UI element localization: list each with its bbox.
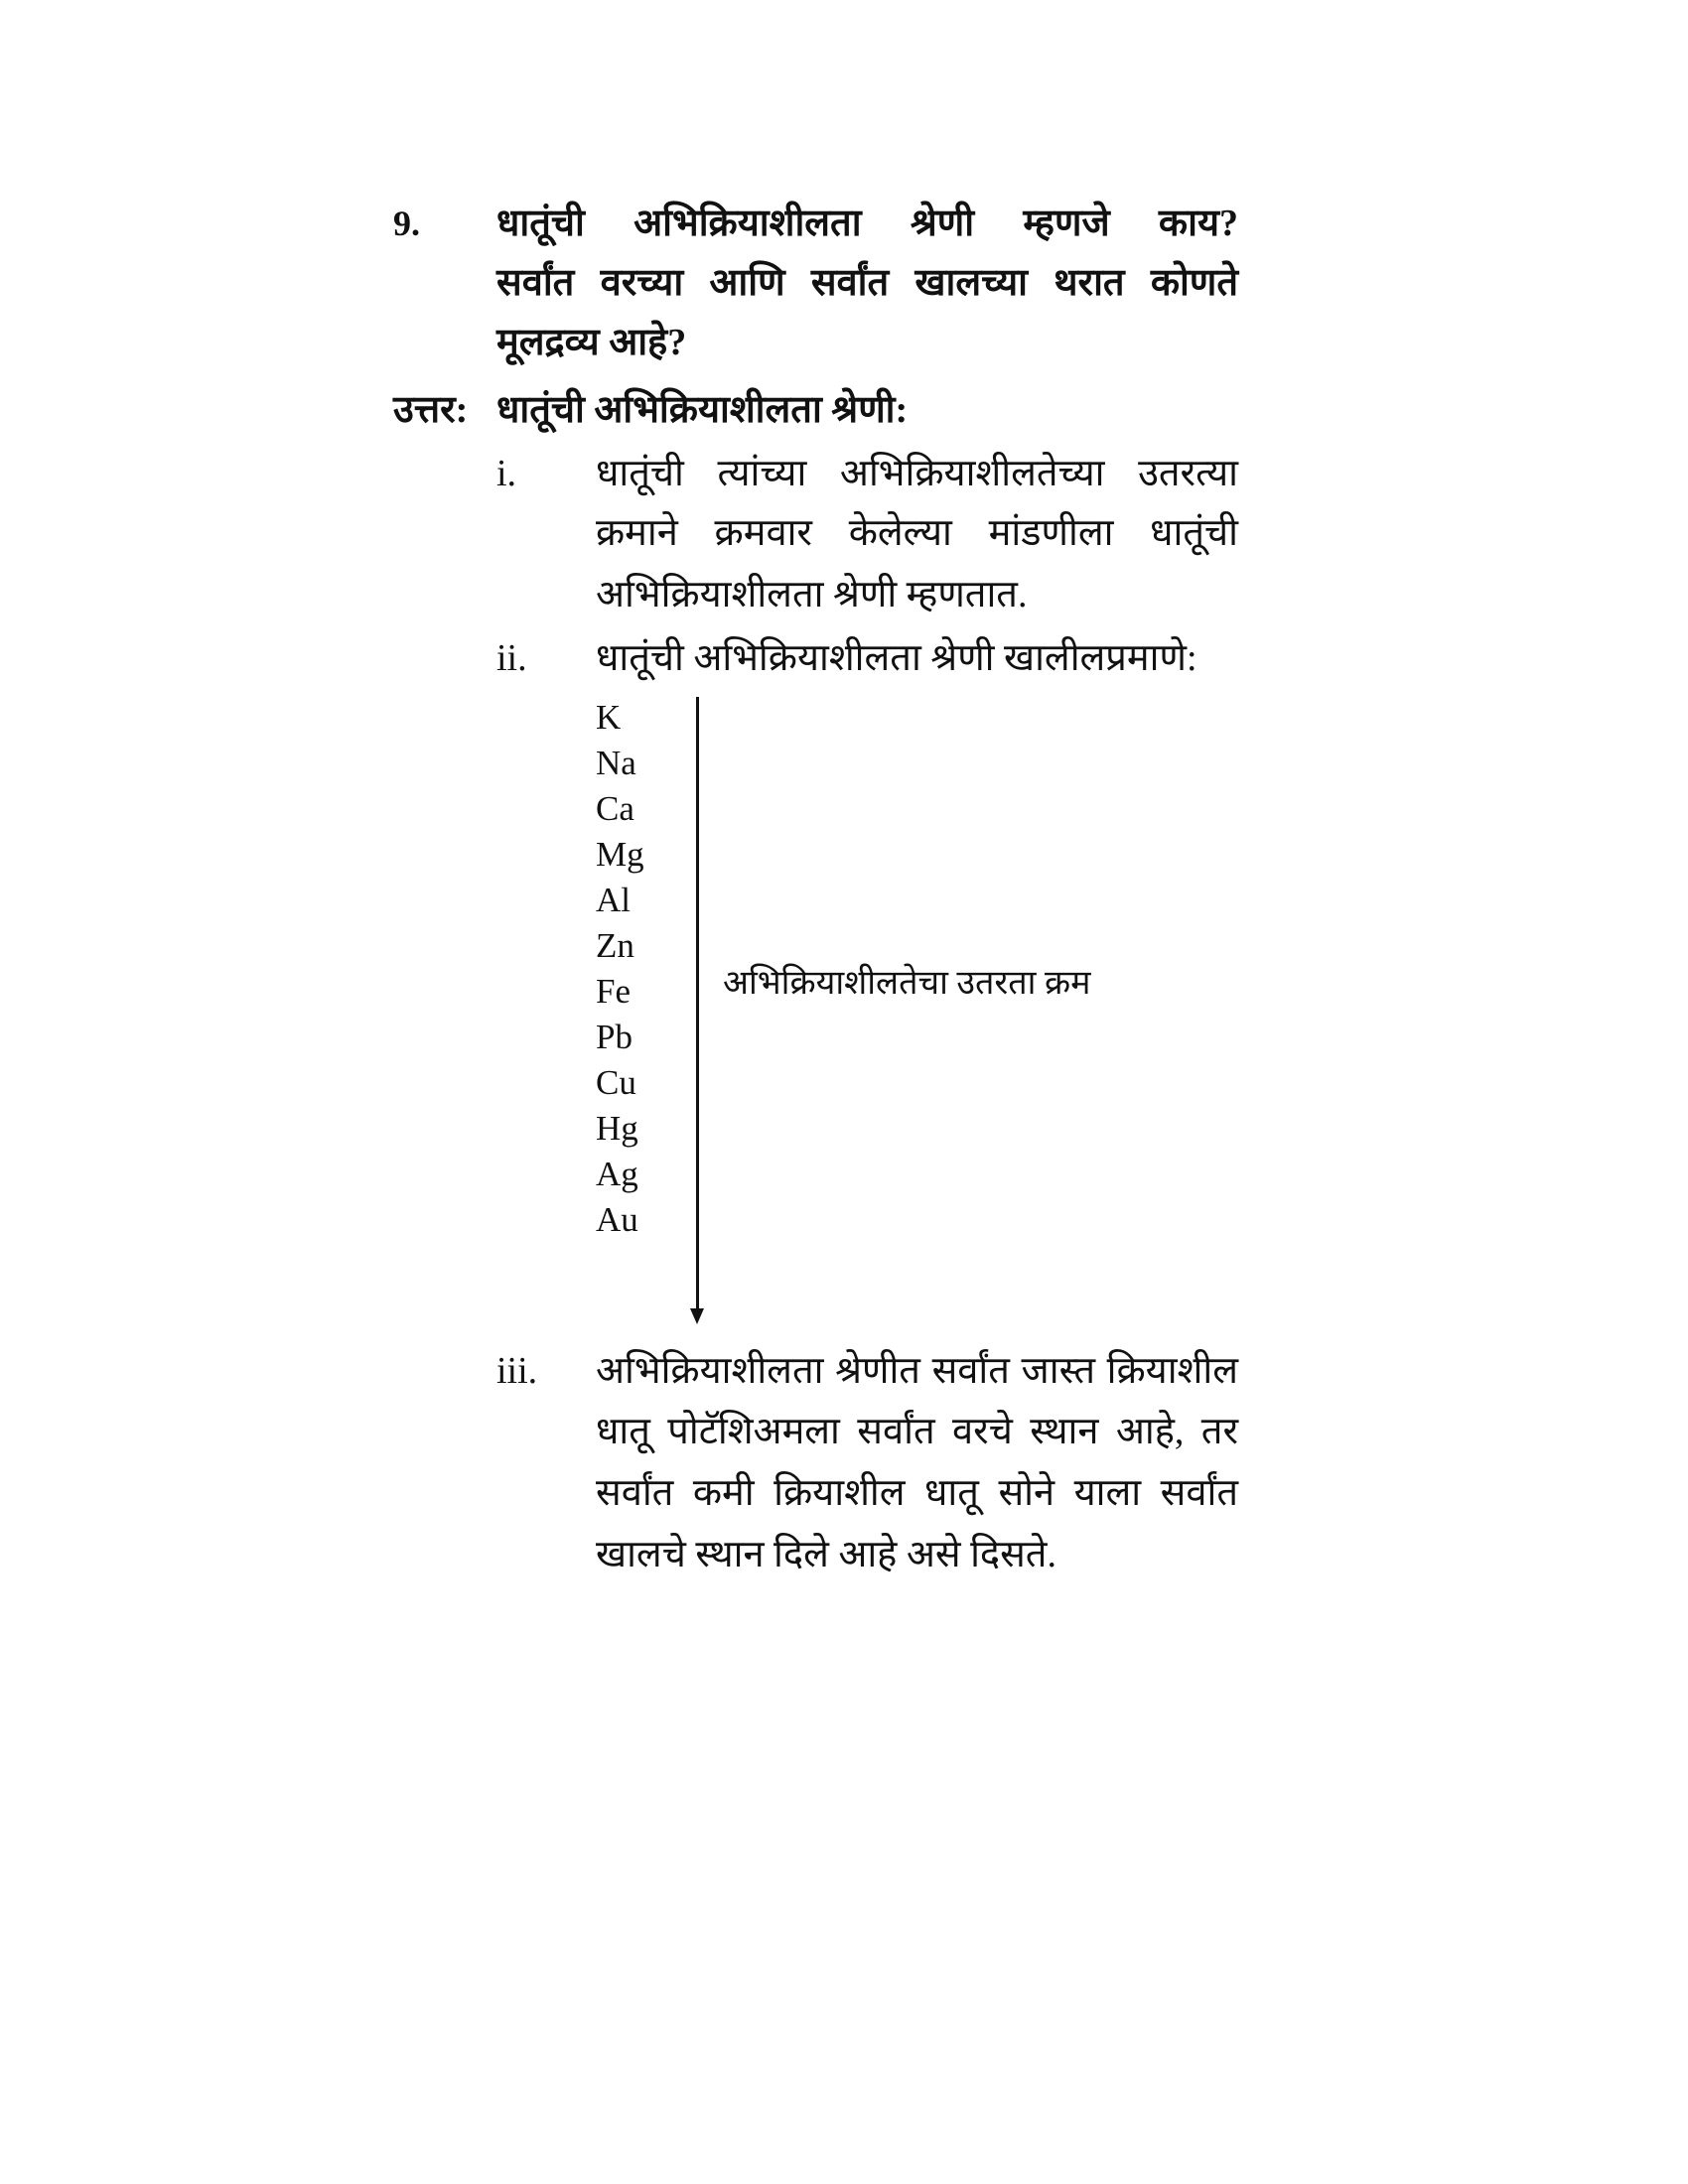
element-fe: Fe <box>596 972 631 1011</box>
element-mg: Mg <box>596 835 644 874</box>
element-ca: Ca <box>596 789 634 828</box>
element-au: Au <box>596 1200 638 1239</box>
element-k: K <box>596 698 622 737</box>
answer-heading: धातूंची अभिक्रियाशीलता श्रेणी: <box>496 389 909 431</box>
point-i-marker: i. <box>496 453 517 494</box>
point-ii-marker: ii. <box>496 637 527 679</box>
point-iii-line-3: सर्वांत कमी क्रियाशील धातू सोने याला सर्वांत <box>596 1472 1238 1514</box>
element-cu: Cu <box>596 1063 636 1102</box>
question-line-2: सर्वांत वरच्या आणि सर्वांत खालच्या थरात कोणते <box>496 262 1238 304</box>
element-pb: Pb <box>596 1018 633 1056</box>
series-label: अभिक्रियाशीलतेचा उतरता क्रम <box>723 965 1091 1002</box>
point-ii-line-1: धातूंची अभिक्रियाशीलता श्रेणी खालीलप्रमाणे: <box>596 637 1197 679</box>
question-line-1: धातूंची अभिक्रियाशीलता श्रेणी म्हणजे काय? <box>496 203 1238 244</box>
point-iii-line-4: खालचे स्थान दिले आहे असे दिसते. <box>596 1534 1056 1575</box>
arrow-down-icon <box>690 1308 704 1324</box>
element-zn: Zn <box>596 926 634 965</box>
element-hg: Hg <box>596 1109 638 1148</box>
point-iii-line-1: अभिक्रियाशीलता श्रेणीत सर्वांत जास्त क्रियाशील <box>596 1350 1238 1392</box>
point-i-line-2: क्रमाने क्रमवार केलेल्या मांडणीला धातूंची <box>596 512 1238 554</box>
question-number: 9. <box>393 204 420 243</box>
point-i-line-3: अभिक्रियाशीलता श्रेणी म्हणतात. <box>596 574 1028 615</box>
point-iii-line-2: धातू पोटॅशिअमला सर्वांत वरचे स्थान आहे, तर <box>596 1411 1238 1452</box>
point-iii-marker: iii. <box>496 1350 538 1392</box>
answer-label: उत्तर: <box>393 389 469 431</box>
point-i-line-1: धातूंची त्यांच्या अभिक्रियाशीलतेच्या उतरत्या <box>596 453 1238 494</box>
element-ag: Ag <box>596 1155 638 1193</box>
element-al: Al <box>596 881 631 919</box>
decreasing-arrow-line <box>696 697 699 1312</box>
question-line-3: मूलद्रव्य आहे? <box>496 322 687 363</box>
element-na: Na <box>596 744 636 782</box>
